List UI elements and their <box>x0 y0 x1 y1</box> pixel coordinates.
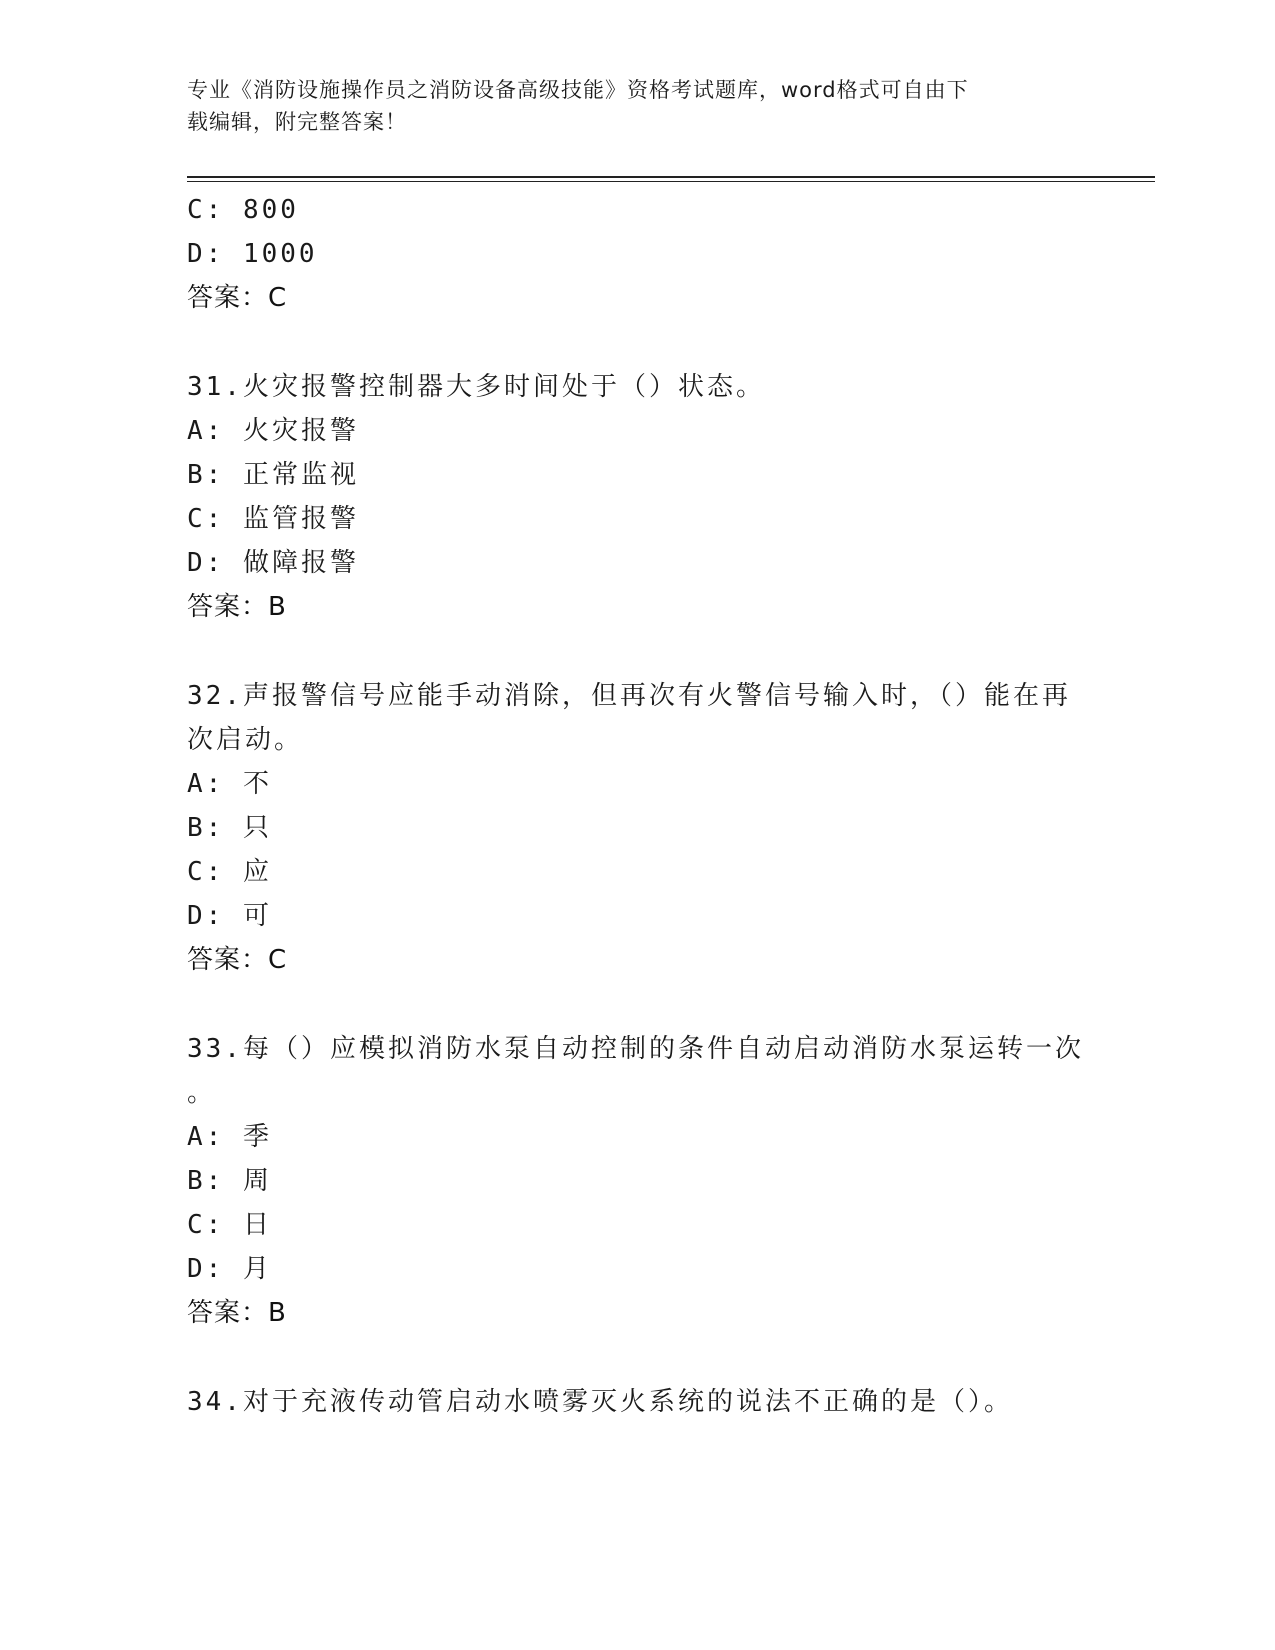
q33-option-d: D: 月 <box>187 1254 272 1284</box>
q31-option-c: C: 监管报警 <box>187 504 359 534</box>
q31-option-d: D: 做障报警 <box>187 548 359 578</box>
q33-option-a: A: 季 <box>187 1122 272 1152</box>
q33-option-c: C: 日 <box>187 1210 272 1240</box>
q32-option-a: A: 不 <box>187 769 272 799</box>
q34-stem: 34.对于充液传动管启动水喷雾灭火系统的说法不正确的是（）。 <box>187 1387 1013 1417</box>
q32-option-b: B: 只 <box>187 813 272 843</box>
q31-option-a: A: 火灾报警 <box>187 416 359 446</box>
q32-option-d: D: 可 <box>187 901 272 931</box>
header-line-2: 载编辑，附完整答案！ <box>187 110 407 134</box>
q32-stem-line-2: 次启动。 <box>187 725 304 755</box>
q31-option-b: B: 正常监视 <box>187 460 359 490</box>
header-line-1: 专业《消防设施操作员之消防设备高级技能》资格考试题库，word格式可自由下 <box>187 78 969 102</box>
prev-answer: 答案：C <box>187 283 288 313</box>
prev-option-d: D: 1000 <box>187 239 318 269</box>
q32-option-c: C: 应 <box>187 857 272 887</box>
q32-answer: 答案：C <box>187 945 288 975</box>
q33-stem-line-1: 33.每（）应模拟消防水泵自动控制的条件自动启动消防水泵运转一次 <box>187 1034 1084 1064</box>
q31-stem: 31.火灾报警控制器大多时间处于（）状态。 <box>187 372 765 402</box>
q33-stem-line-2: 。 <box>187 1078 217 1108</box>
header-divider-thick <box>187 176 1155 178</box>
prev-option-c: C: 800 <box>187 195 299 225</box>
q33-answer: 答案：B <box>187 1298 287 1328</box>
q31-answer: 答案：B <box>187 592 287 622</box>
q32-stem-line-1: 32.声报警信号应能手动消除，但再次有火警信号输入时，（）能在再 <box>187 681 1071 711</box>
document-header <box>187 74 1067 138</box>
header-divider-thin <box>187 181 1155 182</box>
q33-option-b: B: 周 <box>187 1166 272 1196</box>
